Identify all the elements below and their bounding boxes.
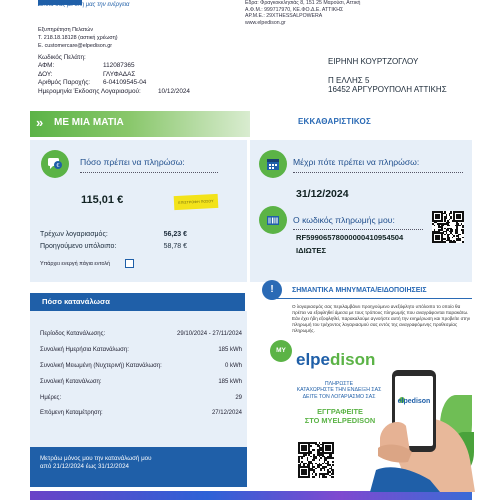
consumption-row-value: 185 kWh — [218, 379, 242, 385]
calendar-icon — [259, 150, 287, 178]
previous-balance-label: Προηγούμενο υπόλοιπο: — [40, 243, 117, 250]
company-website[interactable]: www.elpedison.gr — [245, 19, 286, 26]
previous-balance-value: 58,78 € — [163, 243, 187, 250]
due-date-label: Μέχρι πότε πρέπει να πληρώσω: — [293, 157, 420, 167]
consumption-row — [40, 363, 242, 369]
promo-line: ΔΕΙΤΕ ΤΟΝ ΛΟΓΑΡΙΑΣΜΟ ΣΑΣ — [302, 393, 376, 400]
self-reading-line-2: από 21/12/2024 έως 31/12/2024 — [40, 463, 129, 470]
promo-line: ΚΑΤΑΧΩΡΗΣΤΕ ΤΗΝ ΕΝΔΕΙΞΗ ΣΑΣ — [296, 387, 382, 394]
afm-label: ΑΦΜ: — [38, 62, 55, 70]
consumption-title: Πόσο κατανάλωσα — [42, 297, 110, 306]
issue-date-value: 10/12/2024 — [158, 87, 190, 95]
contact-phone[interactable]: Τ. 218.18.18128 (αστική χρέωση) — [38, 35, 118, 42]
warning-icon: ! — [262, 280, 282, 300]
phone-brand: elpedison — [397, 398, 431, 405]
consumption-row — [40, 379, 242, 385]
consumption-row-value: 29 — [235, 395, 242, 401]
customer-details — [38, 54, 190, 96]
app-qr-code[interactable] — [298, 442, 334, 478]
current-bill-value: 56,23 € — [163, 231, 187, 238]
dotted-divider — [293, 172, 463, 173]
messages-body: Ο λογαριασμός σας περιλαμβάνει προηγούμενο ανεξόφλητο υπόλοιπο το οποίο θα πρέπει να εξοφληθεί άμεσα με τους τρόπους πληρωμής που αναγράφονται παρακάτω. Εάν έχει ήδη εξοφληθεί, παρακαλούμε αγνοήστε αυτή την ενημέρωση και προβείτε στην πληρωμή του τρέχοντος λογαριασμού σας εντός της αναγραφόμενης προθεσμίας πληρωμής. — [292, 304, 471, 333]
consumption-row-label: Συνολική Ημερήσια Κατανάλωση: — [40, 347, 129, 353]
promo-line: ΠΛΗΡΩΣΤΕ — [324, 381, 354, 387]
recipient-name: ΕΙΡΗΝΗ ΚΟΥΡΤΖΟΓΛΟΥ — [328, 57, 419, 66]
consumption-row — [40, 331, 242, 337]
consumption-row-label: Επόμενη Καταμέτρηση: — [40, 410, 103, 416]
customer-code-label: Κωδικός Πελάτη: — [38, 54, 86, 61]
promo-cta-line: ΣΤΟ MYELPEDISON — [304, 416, 376, 425]
supply-number-value: 6-04109545-04 — [103, 79, 147, 87]
consumption-row-value: 185 kWh — [218, 347, 242, 353]
bill-type-label: ΕΚΚΑΘΑΡΙΣΤΙΚΟΣ — [298, 117, 371, 126]
standing-order-label: Υπάρχει ενεργή πάγια εντολή — [40, 261, 111, 267]
company-line: Α.Φ.Μ.: 999717970, ΚΕ.ΦΟ.Δ.Ε. ΑΤΤΙΚΗΣ — [245, 6, 344, 13]
afm-value: 112087365 — [103, 62, 135, 70]
payment-code-label: Ο κωδικός πληρωμής μου: — [293, 215, 395, 225]
recipient-street: Π ΕΛΛΗΣ 5 — [328, 75, 370, 85]
my-badge: MY — [270, 340, 292, 362]
company-line: Εδρα: Φραγκοκκλησιάς 8, 151 25 Μαρούσι, Αττική — [245, 0, 361, 6]
bottom-decorative-strip — [30, 491, 472, 500]
consumption-row-label: Συνολική Μειωμένη (Νυχτερινή) Κατανάλωση: — [40, 363, 162, 369]
consumption-row-label: Περίοδος Κατανάλωσης: — [40, 331, 106, 337]
messages-divider — [268, 298, 472, 299]
overview-title: ΜΕ ΜΙΑ ΜΑΤΙΑ — [54, 117, 124, 128]
due-date-value: 31/12/2024 — [296, 188, 349, 200]
payment-category: ΙΔΙΩΤΕΣ — [296, 246, 327, 255]
amount-due-label: Πόσο πρέπει να πληρώσω: — [80, 157, 185, 167]
consumption-row-value: 27/12/2024 — [211, 410, 242, 416]
doy-label: ΔΟΥ: — [38, 70, 53, 78]
contact-title: Εξυπηρέτηση Πελατών — [38, 27, 94, 33]
overview-banner — [30, 111, 250, 137]
current-bill-label: Τρέχων λογαριασμός: — [40, 231, 108, 238]
recipient-city: 16452 ΑΡΓΥΡΟΥΠΟΛΗ ΑΤΤΙΚΗΣ — [328, 85, 447, 95]
self-reading-banner — [30, 447, 247, 487]
supply-number-label: Αριθμός Παροχής: — [38, 79, 91, 87]
consumption-row-value: 29/10/2024 - 27/11/2024 — [177, 331, 242, 337]
recipient-address — [328, 57, 447, 95]
consumption-row-label: Συνολική Κατανάλωση: — [40, 379, 102, 385]
hand-holding-phone-illustration — [370, 360, 480, 492]
consumption-row — [40, 347, 242, 353]
payment-qr-code[interactable] — [432, 211, 464, 243]
company-line: ΑΡ.Μ.Ε.: 29XTHESSALPOWERA — [245, 13, 323, 20]
contact-email[interactable]: E. customercare@elpedison.gr — [38, 43, 113, 50]
myelpedison-logo[interactable] — [296, 350, 375, 370]
issue-date-label: Ημερομηνία Έκδοσης Λογαριασμού: — [38, 87, 141, 95]
customer-service-contact — [38, 26, 118, 51]
consumption-row-label: Ημέρες: — [40, 395, 62, 401]
double-chevron-icon: » — [36, 115, 44, 130]
consumption-row — [40, 395, 242, 401]
payment-code-value: RF59906578000000410954504 — [296, 233, 404, 242]
consumption-header — [30, 293, 245, 311]
euro-chat-icon — [41, 150, 69, 178]
barcode-icon — [259, 206, 287, 234]
amount-due-value: 115,01 € — [81, 194, 124, 206]
company-info — [245, 0, 360, 26]
dotted-divider — [80, 172, 218, 173]
consumption-row — [40, 410, 242, 416]
consumption-row-value: 0 kWh — [224, 363, 242, 369]
doy-value: ΓΛΥΦΑΔΑΣ — [103, 70, 136, 78]
dotted-divider — [293, 229, 423, 230]
self-reading-line-1: Μετράω μόνος μου την κατανάλωσή μου — [40, 455, 152, 462]
logo-part-b: dison — [330, 350, 376, 369]
standing-order-checkbox[interactable] — [125, 259, 134, 268]
messages-title: ΣΗΜΑΝΤΙΚΑ ΜΗΝΥΜΑΤΑ/ΕΙΔΟΠΟΙΗΣΕΙΣ — [292, 287, 427, 294]
promo-cta-line: ΕΓΓΡΑΦΕΙΤΕ — [317, 407, 363, 416]
refund-stamp: ΕΠΙΣΤΡΟΦΗ ΠΟΣΟΥ — [174, 194, 219, 210]
brand-tagline: Δίπλα σας με όλη μας την ενέργεια — [38, 2, 130, 8]
logo-part-a: elpe — [296, 350, 331, 369]
svg-text:€: € — [56, 163, 60, 169]
